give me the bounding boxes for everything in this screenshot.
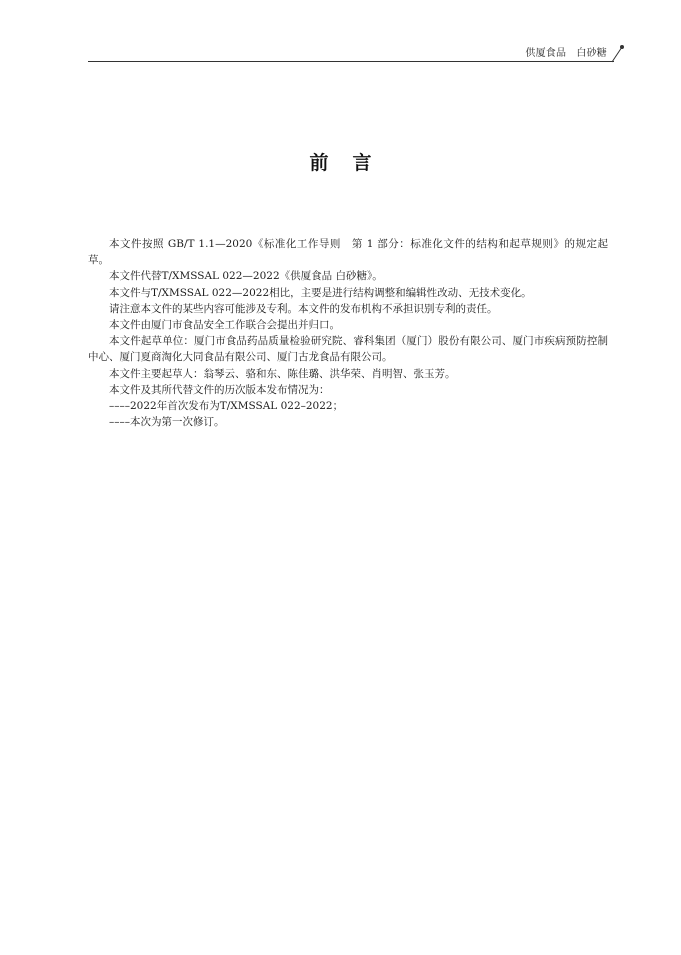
running-header: 供厦食品 白砂糖 (525, 48, 607, 59)
paragraph-history-first: ––––2022年首次发布为T/XMSSAL 022–2022； (109, 400, 344, 413)
page-title: 前言 (309, 152, 396, 174)
paragraph-drafting-units: 本文件起草单位：厦门市食品药品质量检验研究院、睿科集团（厦门）股份有限公司、厦门市疾病预防控制中心、厦门夏商淘化大同食品有限公司、厦门古龙食品有限公司。 (88, 335, 608, 364)
paragraph-history-intro: 本文件及其所代替文件的历次版本发布情况为： (109, 383, 330, 396)
paragraph-drafting-rules: 本文件按照 GB/T 1.1—2020《标准化工作导则 第 1 部分：标准化文件的结构和起草规则》的规定起草。 (88, 238, 608, 267)
paragraph-drafters: 本文件主要起草人：翁琴云、骆和东、陈佳璐、洪华荣、肖明智、张玉芳。 (109, 367, 456, 380)
paragraph-history-revision: ––––本次为第一次修订。 (109, 416, 225, 429)
paragraph-replaces: 本文件代替T/XMSSAL 022—2022《供厦食品 白砂糖》。 (109, 270, 383, 283)
paragraph-patent-notice: 请注意本文件的某些内容可能涉及专利。本文件的发布机构不承担识别专利的责任。 (109, 302, 498, 315)
paragraph-proposer: 本文件由厦门市食品安全工作联合会提出并归口。 (109, 319, 340, 332)
paragraph-changes: 本文件与T/XMSSAL 022—2022相比，主要是进行结构调整和编辑性改动、无技术变化。 (109, 286, 532, 299)
header-rule (88, 61, 614, 62)
foreword-body (88, 236, 608, 430)
